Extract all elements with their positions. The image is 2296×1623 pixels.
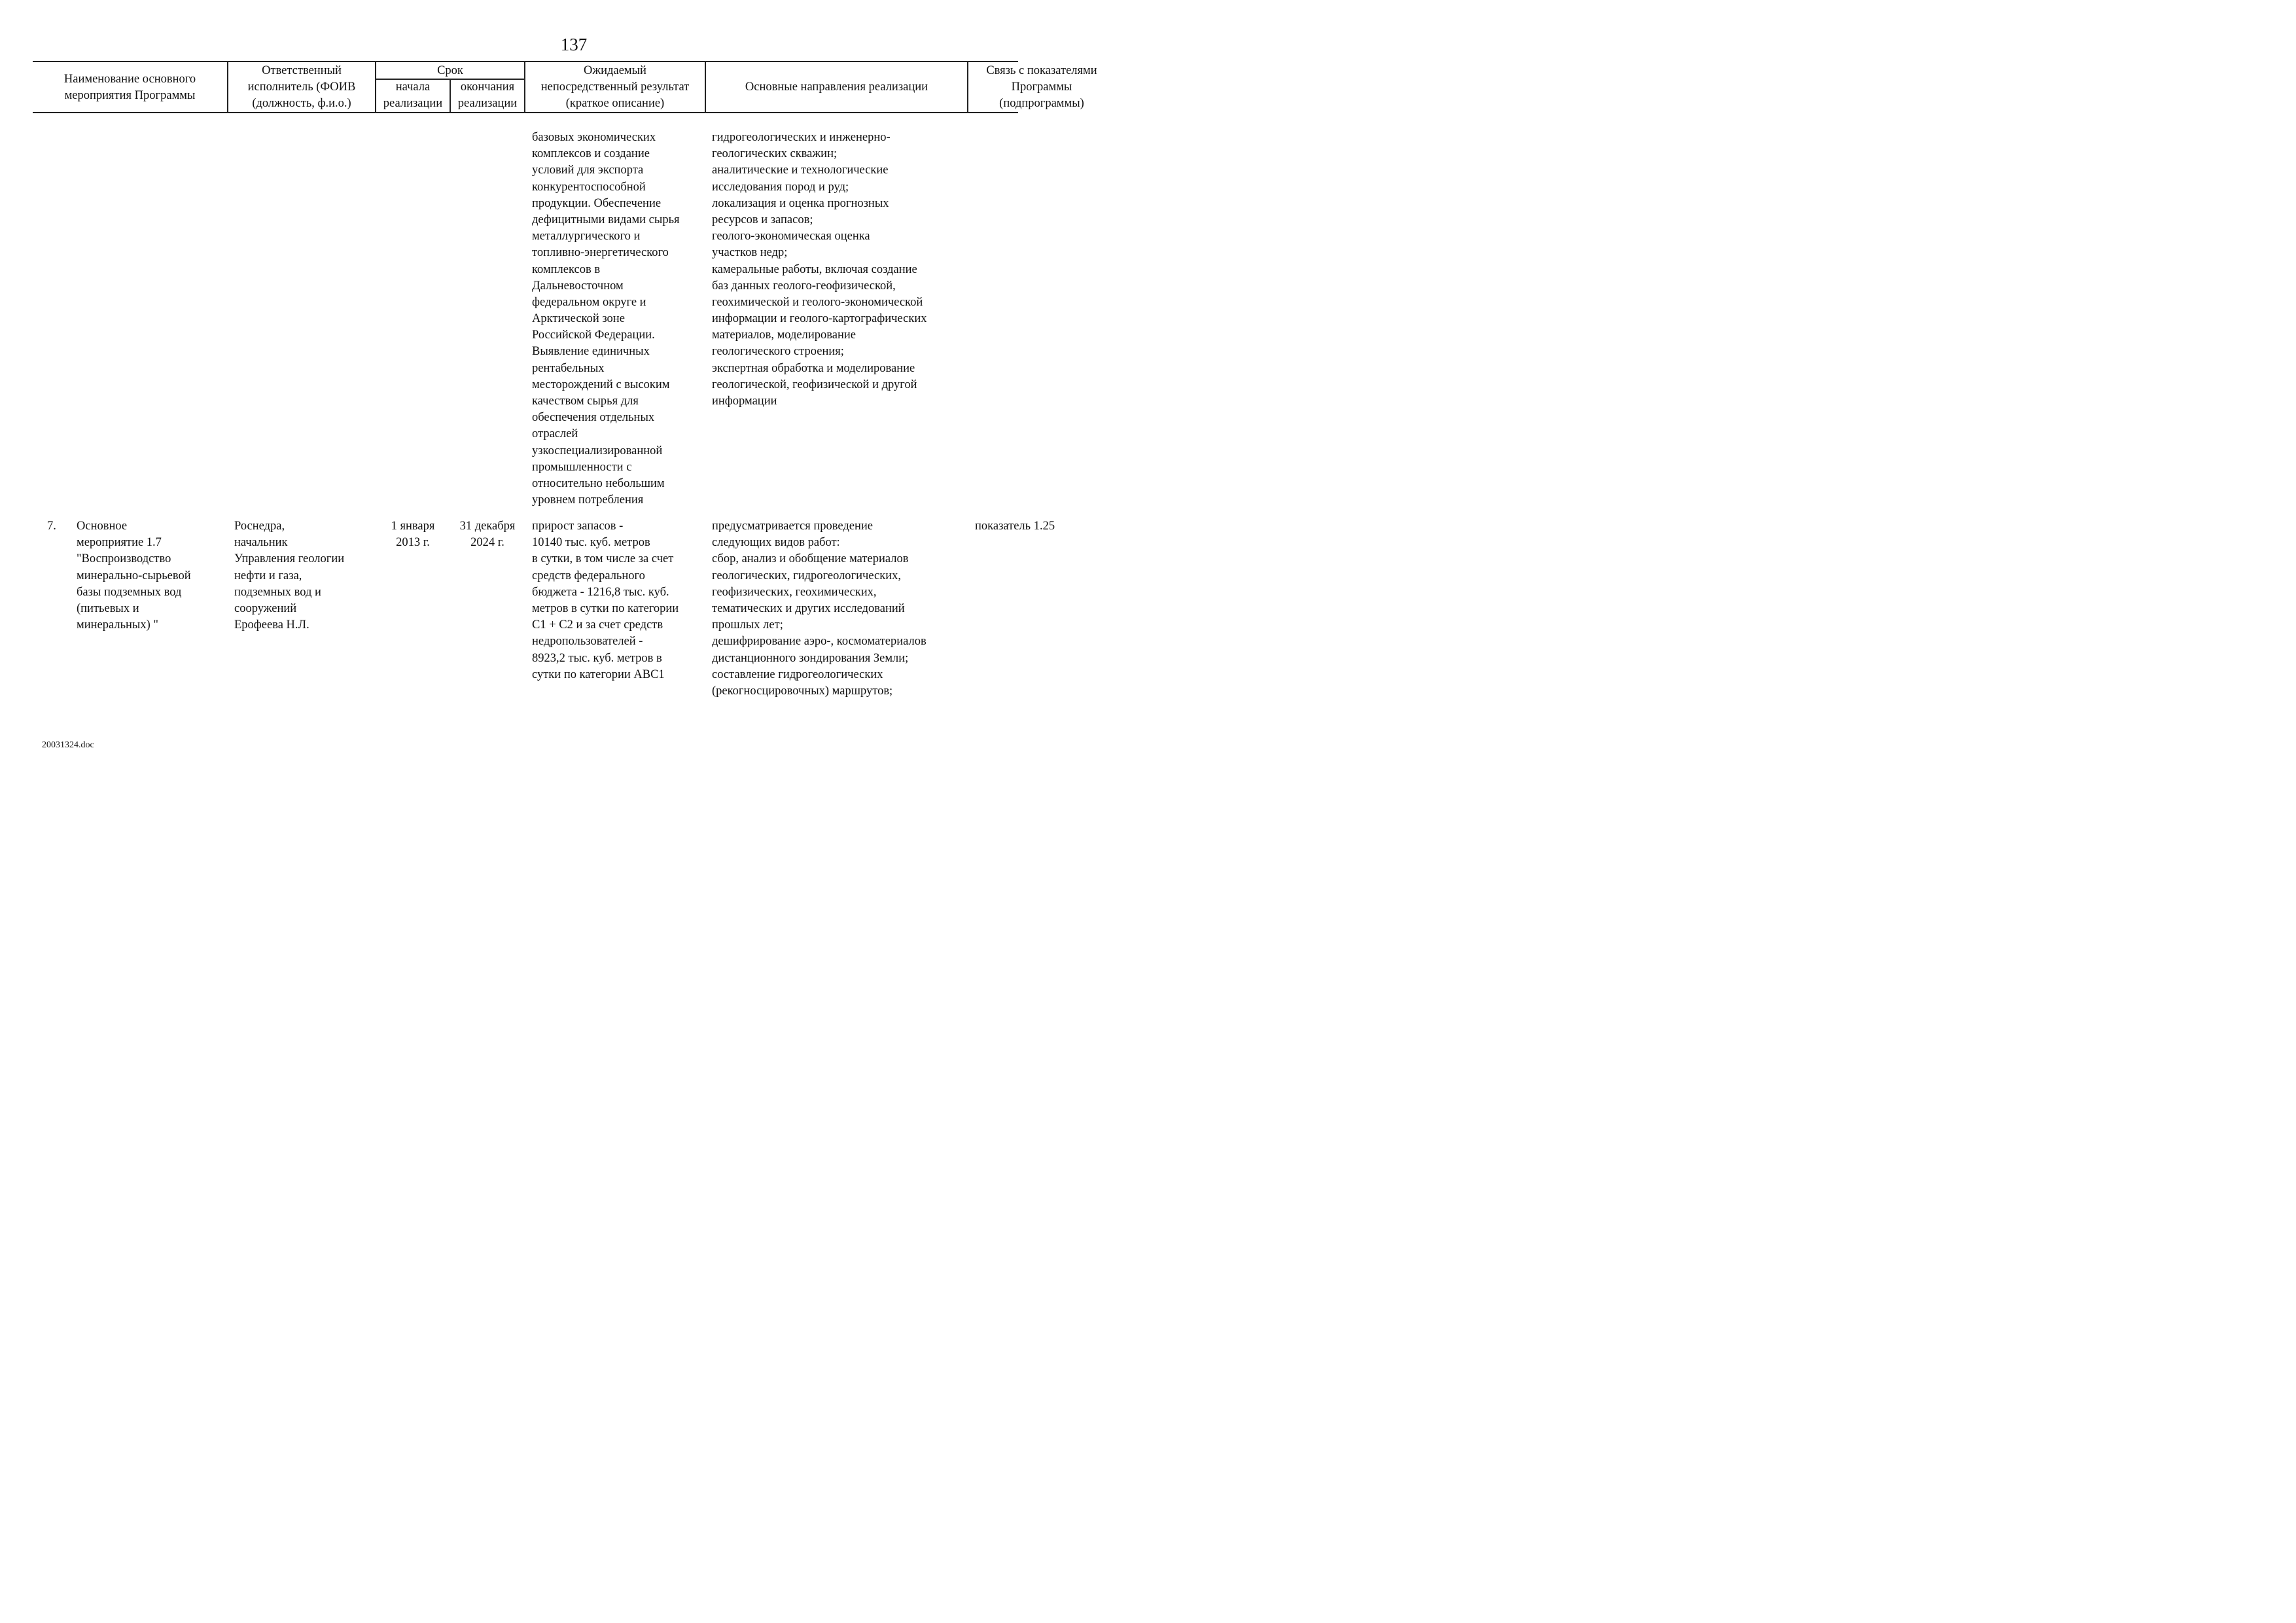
responsible-line: нефти и газа, bbox=[234, 569, 302, 582]
directions-line: материалов, моделирование bbox=[712, 329, 856, 342]
continued-result bbox=[532, 130, 680, 508]
header-result-line: Ожидаемый bbox=[584, 64, 646, 77]
result-line: отраслей bbox=[532, 427, 578, 441]
header-top-rule bbox=[33, 61, 1018, 62]
header-start-line: реализации bbox=[383, 97, 443, 110]
directions-line: геолого-экономическая оценка bbox=[712, 230, 870, 243]
directions-line: баз данных геолого-геофизической, bbox=[712, 279, 896, 293]
header-responsible-line: (должность, ф.и.о.) bbox=[252, 97, 351, 110]
result-line: Российской Федерации. bbox=[532, 329, 655, 342]
responsible-line: Ерофеева Н.Л. bbox=[234, 618, 309, 632]
result-line: сутки по категории АВС1 bbox=[532, 668, 665, 681]
page-number: 137 bbox=[560, 35, 588, 54]
header-directions: Основные направления реализации bbox=[745, 80, 928, 94]
directions-line: геофизических, геохимических, bbox=[712, 585, 877, 599]
result-line: 8923,2 тыс. куб. метров в bbox=[532, 651, 662, 665]
start-line: 2013 г. bbox=[396, 536, 430, 550]
directions-line: геохимической и геолого-экономической bbox=[712, 295, 923, 309]
result-line: рентабельных bbox=[532, 361, 605, 375]
result-line: в сутки, в том числе за счет bbox=[532, 552, 674, 566]
result-line: Дальневосточном bbox=[532, 279, 624, 293]
result-line: 10140 тыс. куб. метров bbox=[532, 536, 650, 550]
directions-line: экспертная обработка и моделирование bbox=[712, 361, 915, 375]
header-link-line: Программы bbox=[1011, 80, 1072, 94]
name-line: минерально-сырьевой bbox=[77, 569, 191, 582]
header-link bbox=[968, 63, 1115, 112]
directions-line: следующих видов работ: bbox=[712, 536, 840, 550]
header-result-line: непосредственный результат bbox=[540, 80, 690, 94]
responsible-line: начальник bbox=[234, 536, 288, 550]
end-line: 2024 г. bbox=[470, 536, 504, 550]
directions-line: участков недр; bbox=[712, 246, 788, 260]
row7-directions bbox=[712, 518, 927, 700]
directions-line: геологического строения; bbox=[712, 345, 844, 359]
directions-line: сбор, анализ и обобщение материалов bbox=[712, 552, 909, 566]
directions-line: дешифрирование аэро-, космоматериалов bbox=[712, 635, 927, 649]
result-line: бюджета - 1216,8 тыс. куб. bbox=[532, 585, 669, 599]
header-link-line: (подпрограммы) bbox=[999, 97, 1084, 110]
directions-line: прошлых лет; bbox=[712, 618, 783, 632]
result-line: недропользователей - bbox=[532, 635, 643, 649]
row7-result bbox=[532, 518, 679, 683]
header-name bbox=[33, 71, 227, 104]
directions-line: геологической, геофизической и другой bbox=[712, 378, 917, 391]
header-start-line: начала bbox=[395, 80, 431, 94]
result-line: уровнем потребления bbox=[532, 493, 644, 507]
directions-line: предусматривается проведение bbox=[712, 520, 873, 533]
name-line: "Воспроизводство bbox=[77, 552, 171, 566]
result-line: комплексов и создание bbox=[532, 147, 650, 161]
header-bottom-rule bbox=[33, 112, 1018, 113]
directions-line: ресурсов и запасов; bbox=[712, 213, 813, 226]
row7-start bbox=[376, 518, 450, 551]
result-line: федеральном округе и bbox=[532, 295, 646, 309]
result-line: металлургического и bbox=[532, 230, 641, 243]
result-line: прирост запасов - bbox=[532, 520, 624, 533]
result-line: узкоспециализированной bbox=[532, 444, 663, 457]
result-line: средств федерального bbox=[532, 569, 645, 582]
row7-end bbox=[451, 518, 524, 551]
directions-line: аналитические и технологические bbox=[712, 164, 889, 177]
header-name-line: Наименование основного bbox=[63, 73, 196, 86]
result-line: C1 + C2 и за счет средств bbox=[532, 618, 663, 632]
directions-line: информации bbox=[712, 395, 777, 408]
result-line: относительно небольшим bbox=[532, 476, 665, 490]
result-line: промышленности с bbox=[532, 460, 632, 474]
row-number: 7. bbox=[47, 520, 56, 533]
responsible-line: сооружений bbox=[234, 601, 297, 615]
row7-name bbox=[77, 518, 191, 633]
directions-line: гидрогеологических и инженерно- bbox=[712, 131, 891, 144]
header-responsible-line: Ответственный bbox=[262, 64, 342, 77]
responsible-line: подземных вод и bbox=[234, 585, 321, 599]
footer-filename: 20031324.doc bbox=[42, 740, 94, 750]
directions-line: исследования пород и руд; bbox=[712, 180, 849, 194]
directions-line: (рекогносцировочных) маршрутов; bbox=[712, 684, 893, 698]
directions-line: локализация и оценка прогнозных bbox=[712, 196, 889, 210]
header-name-line: мероприятия Программы bbox=[64, 89, 196, 102]
name-line: Основное bbox=[77, 520, 128, 533]
result-line: качеством сырья для bbox=[532, 395, 639, 408]
header-link-line: Связь с показателями bbox=[986, 64, 1097, 77]
result-line: Выявление единичных bbox=[532, 345, 650, 359]
header-responsible-line: исполнитель (ФОИВ bbox=[247, 80, 356, 94]
directions-line: камеральные работы, включая создание bbox=[712, 262, 917, 276]
name-line: (питьевых и bbox=[77, 601, 139, 615]
result-line: месторождений с высоким bbox=[532, 378, 670, 391]
directions-line: геологических, гидрогеологических, bbox=[712, 569, 901, 582]
directions-line: составление гидрогеологических bbox=[712, 668, 883, 681]
row7-link: показатель 1.25 bbox=[975, 520, 1055, 533]
responsible-line: Роснедра, bbox=[234, 520, 285, 533]
row7-responsible bbox=[234, 518, 344, 633]
end-line: 31 декабря bbox=[459, 520, 516, 533]
result-line: дефицитными видами сырья bbox=[532, 213, 680, 226]
responsible-line: Управления геологии bbox=[234, 552, 345, 566]
continued-directions bbox=[712, 130, 927, 410]
header-responsible bbox=[228, 63, 375, 112]
directions-line: дистанционного зондирования Земли; bbox=[712, 651, 909, 665]
header-end bbox=[451, 79, 524, 112]
result-line: комплексов в bbox=[532, 262, 601, 276]
header-end-line: реализации bbox=[457, 97, 518, 110]
result-line: обеспечения отдельных bbox=[532, 411, 655, 425]
name-line: мероприятие 1.7 bbox=[77, 536, 162, 550]
directions-line: информации и геолого-картографических bbox=[712, 312, 927, 326]
result-line: метров в сутки по категории bbox=[532, 601, 679, 615]
result-line: Арктической зоне bbox=[532, 312, 625, 326]
header-start bbox=[376, 79, 450, 112]
result-line: конкурентоспособной bbox=[532, 180, 646, 194]
result-line: топливно-энергетического bbox=[532, 246, 669, 260]
header-end-line: окончания bbox=[460, 80, 515, 94]
name-line: минеральных) " bbox=[77, 618, 158, 632]
directions-line: геологических скважин; bbox=[712, 147, 838, 161]
directions-line: тематических и других исследований bbox=[712, 601, 905, 615]
header-term: Срок bbox=[437, 64, 463, 77]
result-line: условий для экспорта bbox=[532, 164, 644, 177]
result-line: продукции. Обеспечение bbox=[532, 196, 662, 210]
start-line: 1 января bbox=[391, 520, 435, 533]
header-result-line: (краткое описание) bbox=[565, 97, 665, 110]
header-result bbox=[525, 63, 705, 112]
name-line: базы подземных вод bbox=[77, 585, 182, 599]
result-line: базовых экономических bbox=[532, 131, 656, 144]
